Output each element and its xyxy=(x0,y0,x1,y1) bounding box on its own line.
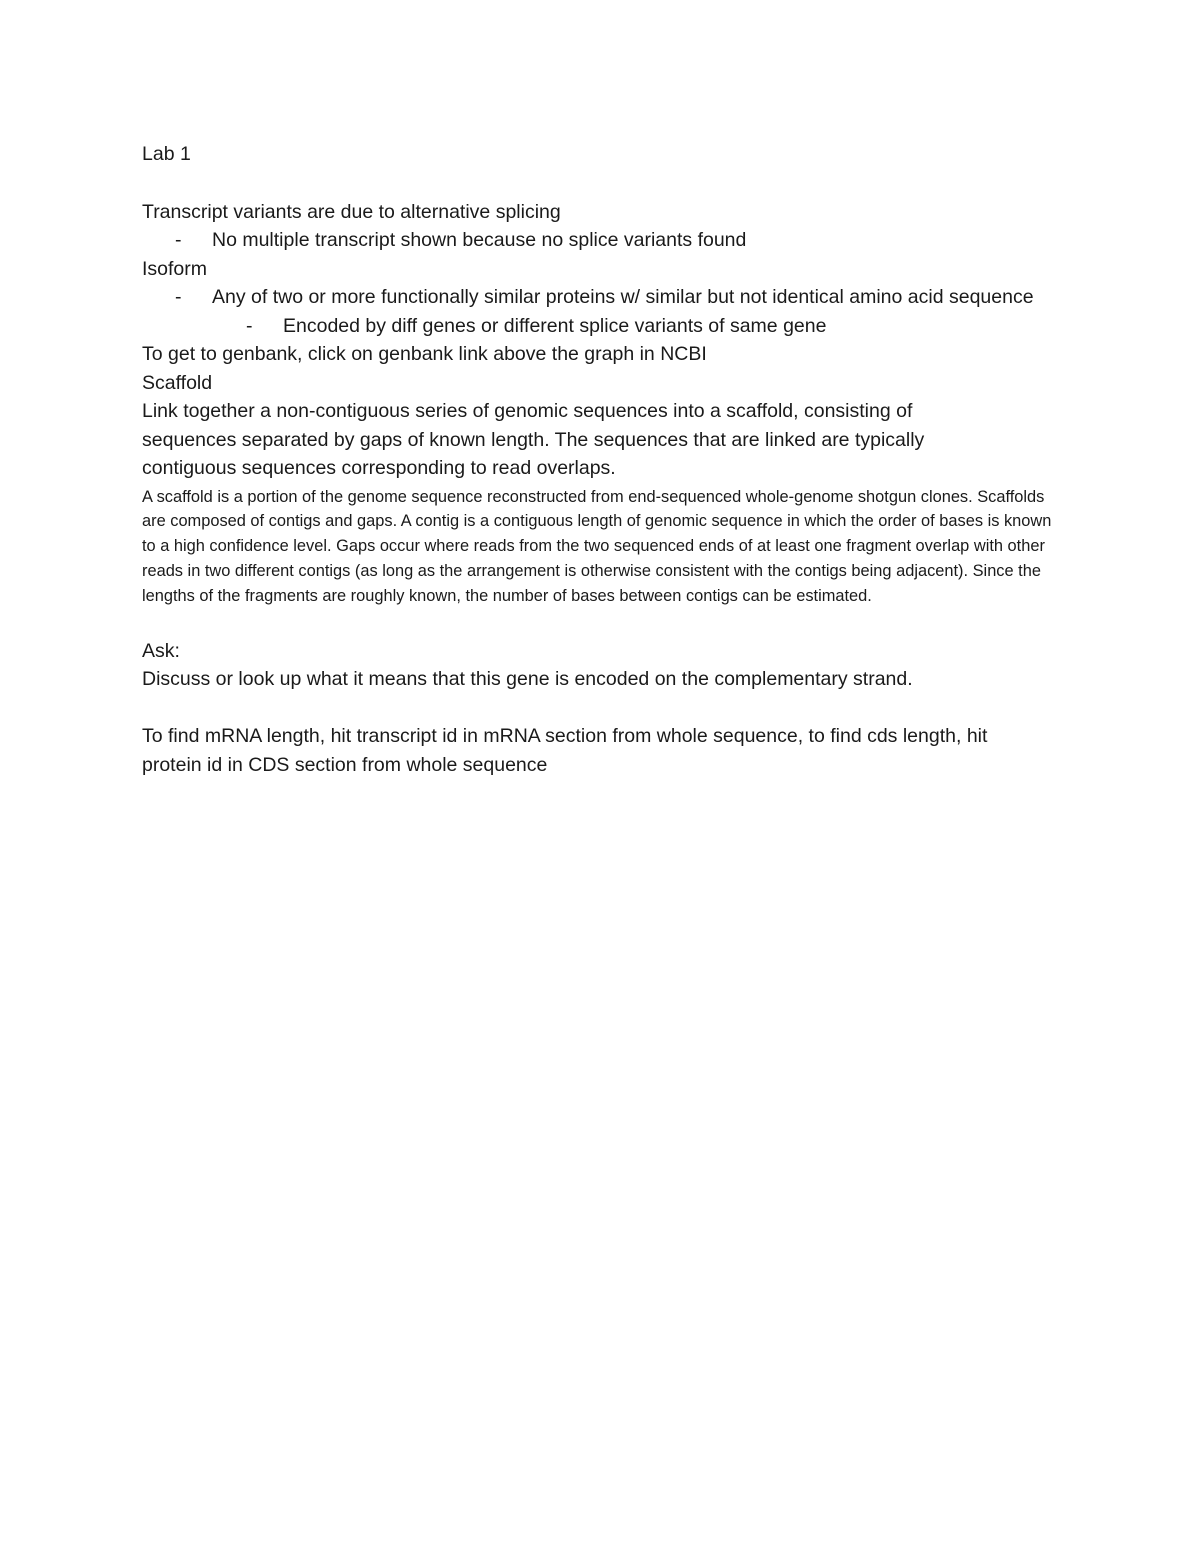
isoform-subbullet xyxy=(142,312,1072,341)
bullet-marker: - xyxy=(246,314,253,337)
isoform-subbullet-text: Encoded by diff genes or different splice variants of same gene xyxy=(283,314,827,337)
ask-text: Discuss or look up what it means that this gene is encoded on the complementary strand. xyxy=(142,668,913,691)
isoform-bullet-text: Any of two or more functionally similar proteins w/ similar but not identical amino acid sequence xyxy=(212,286,1034,308)
transcript-heading: Transcript variants are due to alternative splicing xyxy=(142,200,561,223)
ask-label: Ask: xyxy=(142,639,180,662)
transcript-bullet-text: No multiple transcript shown because no splice variants found xyxy=(212,229,747,251)
bullet-marker: - xyxy=(175,286,182,308)
document-title: Lab 1 xyxy=(142,143,191,165)
scaffold-detail: A scaffold is a portion of the genome sequence reconstructed from end-sequenced whole-genome shotgun clones. Scaffolds are composed of contigs and gaps. A contig is a contiguous length of genomic sequence in which the order of bases is known to a high confidence level. Gaps occur where reads from the two sequenced ends of at least one fragment overlap with other reads in two different contigs (as long as the arrangement is otherwise consistent with the contigs being adjacent). Since the lengths of the fragments are roughly known, the number of bases between contigs can be estimated. xyxy=(142,487,1052,605)
scaffold-heading: Scaffold xyxy=(142,371,213,394)
spacer xyxy=(142,608,1072,637)
isoform-heading: Isoform xyxy=(142,257,208,280)
transcript-bullet xyxy=(142,226,1072,255)
isoform-bullet xyxy=(142,283,1092,312)
genbank-line: To get to genbank, click on genbank link above the graph in NCBI xyxy=(142,343,707,365)
mrna-text: To find mRNA length, hit transcript id in mRNA section from whole sequence, to find cds length, hit protein id in CDS section from whole sequence xyxy=(142,725,988,776)
spacer xyxy=(142,694,1072,723)
scaffold-definition: Link together a non-contiguous series of genomic sequences into a scaffold, consisting of sequences separated by gaps of known length. The sequences that are linked are typically contiguous sequences corresponding to read overlaps. xyxy=(142,400,925,479)
bullet-marker: - xyxy=(175,229,182,251)
document-body xyxy=(142,140,1072,779)
